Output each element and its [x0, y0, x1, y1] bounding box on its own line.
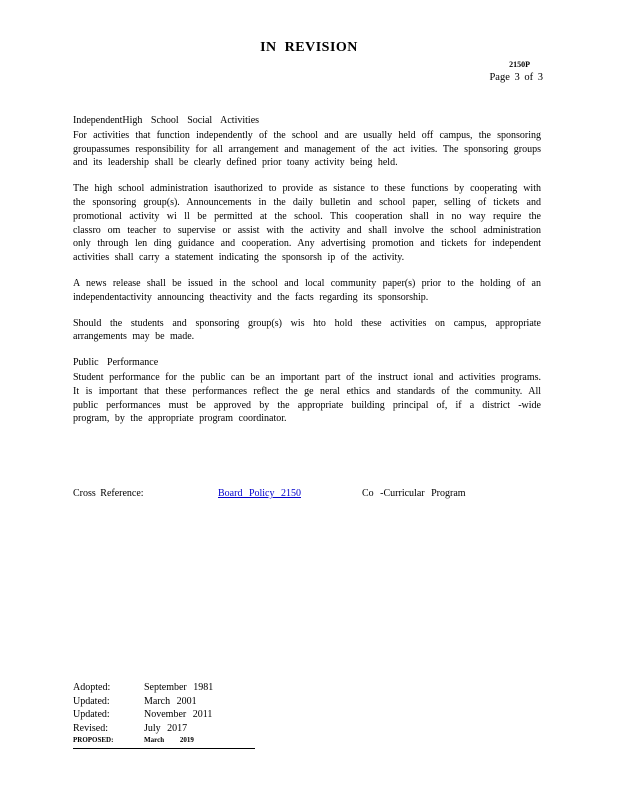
history-row: [73, 696, 255, 710]
policy-code: 2150P: [509, 60, 530, 69]
paragraph: For activities that function independently of the school and are usually held off campus, the sponsoring groupassumes responsibility for all arrangement and management of the act ivities. The sponsoring groups and its leadership shall be clearly defined prior toany activity being held.: [73, 129, 541, 169]
paragraph: A news release shall be issued in the school and local community paper(s) prior to the holding of an independentactivity announcing theactivity and the facts regarding its sponsorship.: [73, 277, 541, 303]
policy-content: [73, 114, 541, 438]
cross-reference-program: Co -Curricular Program: [362, 488, 466, 499]
history-label: PROPOSED:: [73, 736, 114, 744]
revision-history: [73, 682, 255, 749]
section-heading-independent: IndependentHigh School Social Activities: [73, 115, 260, 126]
history-date: November 2011: [144, 709, 213, 720]
cross-reference-label: Cross Reference:: [73, 488, 144, 499]
page-number: Page 3 of 3: [489, 72, 543, 83]
history-date: March 2019: [144, 736, 194, 744]
history-date: July 2017: [144, 722, 188, 734]
history-label: Updated:: [73, 709, 110, 720]
paragraph: The high school administration isauthorized to provide as sistance to these functions by cooperating with the sponsoring group(s). Announcements in the daily bulletin and school paper, selling of tickets and promotional activity wi ll be permitted at the school. This cooperation shall in no way require the classro om teacher to supervise or assist with the activity and shall involve the school administration only through len ding guidance and cooperation. Any advertising promotion and tickets for independent activities shall carry a statement indicating the sponsorsh ip of the activity.: [73, 183, 541, 264]
history-date: September 1981: [144, 682, 214, 693]
board-policy-link[interactable]: Board Policy 2150: [218, 488, 301, 499]
history-date: March 2001: [144, 695, 197, 707]
paragraph: Should the students and sponsoring group(s) wis hto hold these activities on campus, appropriate arrangements may be made.: [73, 317, 541, 343]
history-label: Revised:: [73, 722, 108, 734]
history-label: Adopted:: [73, 682, 111, 693]
history-row: [73, 723, 255, 737]
history-label: Updated:: [73, 695, 110, 707]
history-row-proposed: [73, 736, 255, 749]
page-title: IN REVISION: [260, 40, 358, 55]
section-heading-public: Public Performance: [73, 357, 159, 369]
history-row: [73, 682, 255, 696]
history-row: [73, 709, 255, 723]
paragraph: Student performance for the public can be an important part of the instruct ional and activities programs. It is important that these performances reflect the ge neral ethics and standards of the community. All public performances must be approved by the appropriate building principal of, if a district -wide program, by the appropriate program coordinator.: [73, 371, 541, 425]
